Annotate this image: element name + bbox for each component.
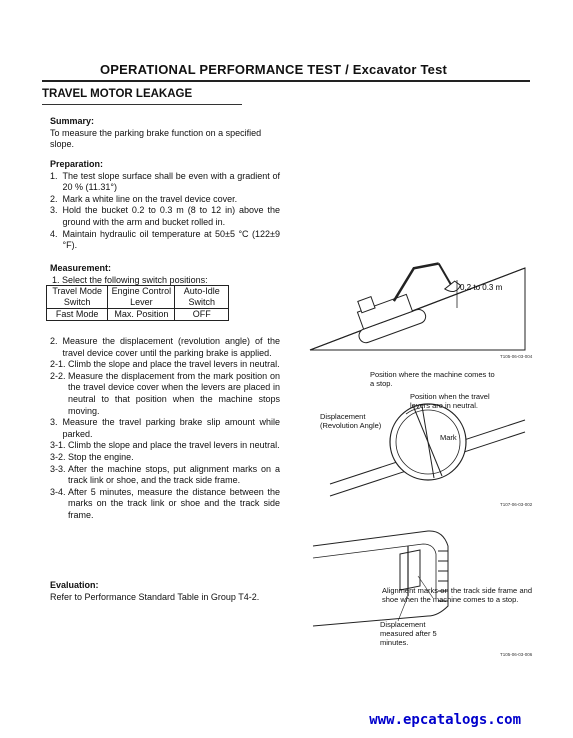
- prep-step-text: Hold the bucket 0.2 to 0.3 m (8 to 12 in) above the ground with the arm and bucket rolled in.: [62, 205, 280, 227]
- header-divider: [42, 80, 530, 82]
- label-mark: Mark: [440, 433, 457, 442]
- meas-step-text: Climb the slope and place the travel levers in neutral.: [68, 359, 280, 370]
- track-frame-outline: [313, 531, 448, 626]
- table-header: Auto-Idle Switch: [175, 286, 229, 309]
- excavator-bucket: [443, 280, 461, 294]
- evaluation-heading: Evaluation:: [50, 580, 99, 590]
- meas-step-text: Stop the engine.: [68, 451, 134, 462]
- label-measured-after: Displacement measured after 5 minutes.: [380, 620, 437, 647]
- meas-step-text: Measure the displacement (revolution angle) of the travel device cover until the parking brake is applied.: [62, 336, 280, 358]
- meas-step-num: 3-4.: [50, 486, 66, 497]
- meas-step-num: 2-1.: [50, 359, 66, 370]
- measurement-intro: 1. Select the following switch positions:: [52, 274, 208, 285]
- preparation-block: [50, 159, 280, 252]
- table-cell: Fast Mode: [47, 309, 108, 321]
- figure-excavator-on-slope: [300, 258, 540, 358]
- track-shoe: [400, 550, 420, 590]
- meas-step-num: 2-2.: [50, 370, 66, 381]
- prep-step-text: Maintain hydraulic oil temperature at 50±5 °C (122±9 °F).: [62, 228, 280, 251]
- slope-surface: [310, 268, 525, 350]
- prep-step-num: 2.: [50, 193, 58, 204]
- evaluation-text: Refer to Performance Standard Table in Group T4-2.: [50, 591, 260, 602]
- measurement-block: [50, 263, 280, 286]
- footer-brand-link[interactable]: www.epcatalogs.com: [369, 712, 521, 728]
- measurement-heading: Measurement:: [50, 263, 112, 273]
- figure-code: T105-06-03-006: [500, 652, 533, 657]
- prep-step-text: Mark a white line on the travel device cover.: [62, 193, 238, 204]
- measurement-steps: [50, 336, 280, 522]
- section-title: TRAVEL MOTOR LEAKAGE: [42, 88, 193, 100]
- table-cell: OFF: [175, 309, 229, 321]
- evaluation-block: [50, 580, 290, 603]
- figure-code: T105-06-03-004: [500, 354, 533, 359]
- summary-text: To measure the parking brake function on a specified slope.: [50, 127, 262, 150]
- table-header: Engine Control Lever: [108, 286, 175, 309]
- meas-step-text: Climb the slope and place the travel levers in neutral.: [68, 440, 280, 451]
- preparation-heading: Preparation:: [50, 159, 104, 169]
- meas-step-text: Measure the displacement from the mark position on the travel device cover when the levers are placed in neutral to that position when the machine stops moving.: [68, 370, 280, 416]
- switch-position-table: [46, 285, 229, 321]
- summary-block: [50, 116, 280, 151]
- summary-heading: Summary:: [50, 116, 95, 126]
- label-stop-position: Position where the machine comes to a stop.: [370, 370, 495, 388]
- label-alignment-marks: Alignment marks on the track side frame and shoe when the machine comes to a stop.: [382, 586, 532, 604]
- meas-step-num: 3-1.: [50, 440, 66, 451]
- figure-track-alignment: [308, 516, 538, 636]
- prep-step-num: 1.: [50, 170, 58, 181]
- excavator-drawing: [343, 258, 468, 345]
- meas-step-num: 3-3.: [50, 463, 66, 474]
- excavator-boom: [386, 260, 446, 301]
- page-title: OPERATIONAL PERFORMANCE TEST / Excavator Test: [100, 62, 448, 77]
- label-neutral-position: Position when the travel levers are in neutral.: [410, 392, 490, 410]
- prep-step-num: 3.: [50, 205, 58, 216]
- meas-step-text: After 5 minutes, measure the distance between the marks on the track link or shoe and the track side frame.: [68, 486, 280, 520]
- figure-code: T107-06-03-002: [500, 502, 533, 507]
- label-displacement: Displacement (Revolution Angle): [320, 412, 382, 430]
- meas-step-text: After the machine stops, put alignment marks on a track link or shoe, and the track side frame.: [68, 463, 280, 486]
- prep-step-num: 4.: [50, 228, 58, 239]
- table-cell: Max. Position: [108, 309, 175, 321]
- table-header: Travel Mode Switch: [47, 286, 108, 309]
- meas-step-text: Measure the travel parking brake slip amount while parked.: [62, 417, 280, 439]
- meas-step-num: 2.: [50, 336, 58, 346]
- height-label: 0.2 to 0.3 m: [460, 283, 503, 292]
- meas-step-num: 3-2.: [50, 451, 66, 462]
- meas-step-num: 3.: [50, 417, 58, 428]
- prep-step-text: The test slope surface shall be even with a gradient of 20 % (11.31°): [62, 170, 280, 193]
- section-divider: [42, 104, 242, 105]
